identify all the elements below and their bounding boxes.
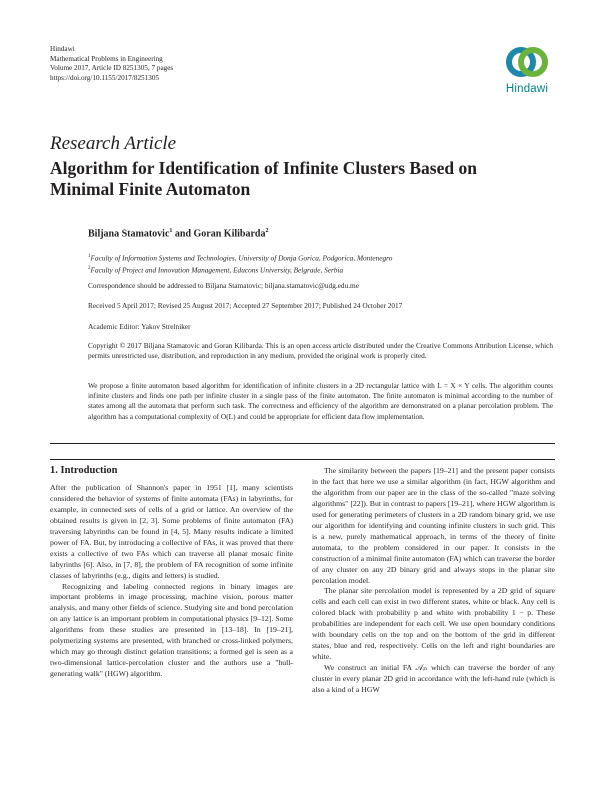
body-column-right xyxy=(312,466,555,696)
hindawi-wordmark: Hindawi xyxy=(505,83,549,95)
body-paragraph: After the publication of Shannon's paper in 1951 [1], many scientists considered the behavior of systems of finite automata (FAs) in labyrinths, for example, in connected sets of cells of a grid or lattice. An overview of the obtained results is given in [2, 3]. Some problems of finite automaton (FA) traversing labyrinths can be found in [4, 5]. Many results indicate a limited power of FA. But, by introducing a collective of FAs, it was proved that there exists a collective of two FAs which can traverse all planar mosaic finite labyrinths [6]. Also, in [7, 8], the problem of FA recognition of some infinite classes of labyrinths (e.g., digits and letters) is studied. xyxy=(50,482,293,580)
affiliation-text: Faculty of Information Systems and Technologies, University of Donja Gorica, Podgorica, Montenegro xyxy=(90,253,393,263)
author-name: Goran Kilibarda xyxy=(193,228,266,240)
hindawi-logo-icon xyxy=(504,42,550,82)
journal-name: Mathematical Problems in Engineering xyxy=(50,54,163,63)
body-paragraph: The planar site percolation model is represented by a 2D grid of square cells and each cell can exist in two different states, white or black. Any cell is colored black with probability p and white with probability 1 − p. These probabilities are independent for each cell. We use open boundary conditions with boundary cells on the top and on the bottom of the grid in different states, blue and red, respectively. Cells on the left and right boundaries are white. xyxy=(312,586,555,662)
affiliation-mark: 1 xyxy=(88,254,91,259)
author-separator: and xyxy=(172,228,194,240)
author-name: Biljana Stamatovic xyxy=(88,228,170,240)
body-paragraph: We construct an initial FA 𝒜ᵢₙ which can traverse the border of any cluster in every planar 2D grid in accordance with the left-hand rule (which is also a kind of a HGW xyxy=(312,663,555,695)
author-list xyxy=(88,228,268,239)
affiliation-mark: 2 xyxy=(88,265,91,271)
affiliation-text: Faculty of Project and Innovation Management, Educons University, Belgrade, Serbia xyxy=(90,265,344,275)
body-column-left xyxy=(50,466,293,680)
divider xyxy=(50,443,555,444)
correspondence: Correspondence should be addressed to Biljana Stamatovic; biljana.stamatovic@udg.edu.me xyxy=(88,281,359,290)
body-paragraph: The similarity between the papers [19–21] and the present paper consists in the fact that here we use a similar algorithm (in fact, HGW algorithm and the algorithm from our paper are in the class of the so-called "maze solving algorithms" [22]). But in contrast to papers [19–21], where HGW algorithm is used for generating perimeters of clusters in a 2D random binary grid, we use our algorithm for identifying and counting infinite clusters in such grid. This is a new, purely mathematical approach, in terms of the theory of finite automata, to the problem considered in our paper. It consists in the construction of a minimal finite automaton (FA) which can traverse the border of any cluster on any 2D binary grid and always stops in the planar site percolation model. xyxy=(312,466,555,585)
affiliation-line xyxy=(88,252,553,264)
hindawi-logo xyxy=(494,42,560,95)
publisher-name: Hindawi xyxy=(50,45,75,53)
body-paragraph: Recognizing and labeling connected regions in binary images are important problems in image processing, machine vision, porous matter analysis, and many other fields of science. Studying site and bond percolation on any lattice is an important problem in computational physics [9–12]. Some algorithms from these studies are presented in [13–18]. In [19–21], polymerizing systems are presented, with branched or cross-linked polymers, which may go through distinct gelation transitions; a formed gel is seen as a two-dimensional lattice-percolation cluster and the authors use a "hull-generating walk" (HGW) algorithm. xyxy=(50,581,293,679)
journal-volume: Volume 2017, Article ID 8251305, 7 pages xyxy=(50,64,174,73)
abstract: We propose a finite automaton based algorithm for identification of infinite clusters in a 2D rectangular lattice with L = X × Y cells. The algorithm counts infinite clusters and finds one path per infinite cluster in a single pass of the finite automaton. The finite automaton is minimal according to the number of states among all the automata that perform such task. The correctness and efficiency of the algorithm are demonstrated on a planar percolation problem. The algorithm has a computational complexity of O(L) and could be appropriate for efficient data flow implementation. xyxy=(88,381,553,421)
affiliations xyxy=(88,252,553,275)
article-type: Research Article xyxy=(50,133,177,154)
paper-title: Algorithm for Identification of Infinite Clusters Based on Minimal Finite Automaton xyxy=(50,158,477,199)
journal-doi[interactable]: https://doi.org/10.1155/2017/8251305 xyxy=(50,73,160,82)
copyright-notice: Copyright © 2017 Biljana Stamatovic and Goran Kilibarda. This is an open access article distributed under the Creative Commons Attribution License, which permits unrestricted use, distribution, and reproduction in any medium, provided the original work is properly cited. xyxy=(88,341,553,361)
academic-editor: Academic Editor: Yakov Strelniker xyxy=(88,322,191,331)
divider xyxy=(50,459,555,460)
author-affiliation-mark: 1 xyxy=(169,228,173,234)
affiliation-line xyxy=(88,264,553,276)
journal-meta xyxy=(50,45,173,83)
section-heading: 1. Introduction xyxy=(50,465,118,476)
author-affiliation-mark: 2 xyxy=(265,228,269,234)
publication-dates: Received 5 April 2017; Revised 25 August 2017; Accepted 27 September 2017; Published 24 October 2017 xyxy=(88,301,403,310)
